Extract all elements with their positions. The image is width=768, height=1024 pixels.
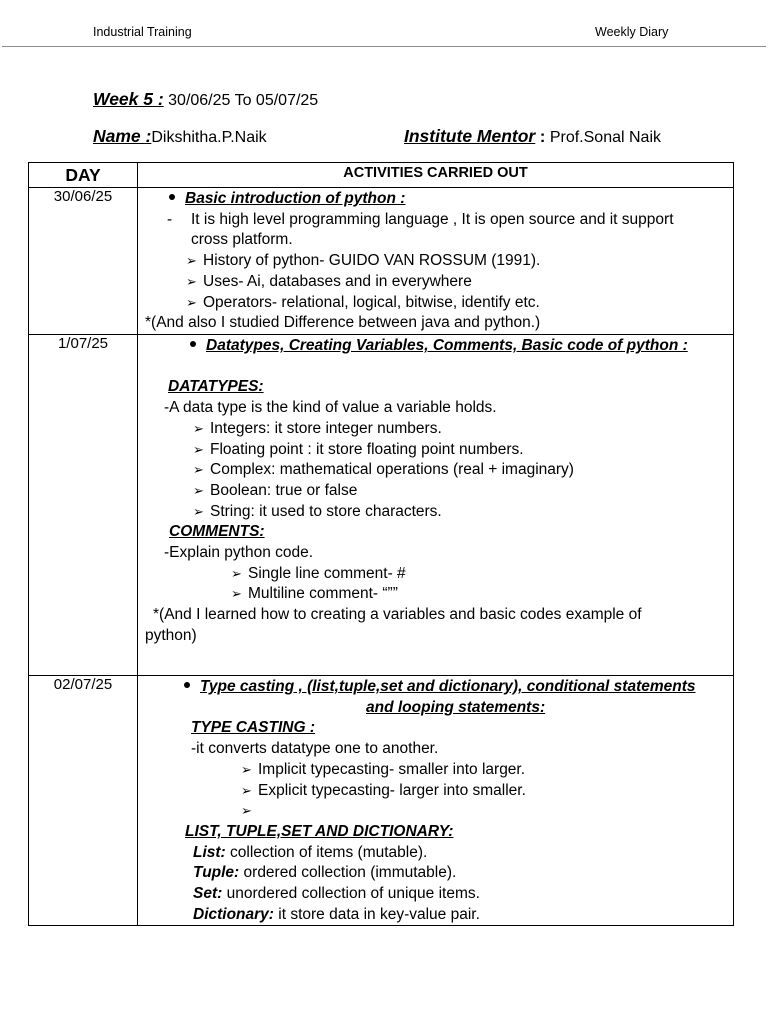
definition-desc: ordered collection (immutable).	[243, 864, 457, 882]
table-row	[29, 676, 734, 926]
section-text: -A data type is the kind of value a variable holds.	[164, 399, 497, 417]
list-item-text: Single line comment- #	[248, 564, 406, 582]
list-item-text: Boolean: true or false	[210, 481, 358, 499]
table-row	[29, 335, 734, 676]
list-item-text: Implicit typecasting- smaller into larger.	[258, 760, 526, 778]
arrow-bullet-icon: ➢	[193, 503, 204, 519]
list-item	[138, 481, 733, 502]
section-heading: COMMENTS:	[169, 523, 265, 541]
row-activities	[138, 335, 734, 676]
list-item	[138, 419, 733, 440]
row-title-line-1: Type casting , (list,tuple,set and dictionary), conditional statements	[200, 678, 696, 695]
mentor-value: Prof.Sonal Naik	[549, 129, 661, 146]
header-rule	[2, 46, 766, 47]
list-item	[138, 781, 733, 802]
row-activities	[138, 676, 734, 926]
definition-item	[138, 863, 733, 884]
definition-desc: collection of items (mutable).	[230, 843, 428, 861]
definition-item	[138, 843, 733, 864]
definition-term: Dictionary:	[193, 905, 274, 923]
row-date: 1/07/25	[29, 335, 138, 676]
list-item-text: Integers: it store integer numbers.	[210, 419, 442, 437]
table-row	[29, 188, 734, 335]
list-item-text: Uses- Ai, databases and in everywhere	[203, 272, 472, 290]
list-item	[138, 760, 733, 781]
list-item-text: Floating point : it store floating point numbers.	[210, 440, 524, 458]
week-line	[93, 89, 318, 110]
list-item	[138, 460, 733, 481]
week-label: Week 5 :	[93, 89, 164, 109]
mentor-label: Institute Mentor	[404, 126, 536, 146]
definition-term: Tuple:	[193, 864, 240, 882]
header-right-text: Weekly Diary	[595, 25, 669, 39]
row-title: Basic introduction of python :	[185, 190, 406, 207]
bullet-icon	[184, 682, 190, 688]
list-item	[138, 677, 733, 698]
list-item-text: Complex: mathematical operations (real + imaginary)	[210, 461, 574, 479]
list-item	[138, 584, 733, 605]
table-header-row	[29, 163, 734, 188]
week-value: 30/06/25 To 05/07/25	[168, 92, 319, 109]
definition-item	[138, 905, 733, 926]
intro-line-2: cross platform.	[191, 231, 293, 249]
list-item	[138, 502, 733, 523]
day-column-header: DAY	[29, 163, 138, 188]
section-heading: DATATYPES:	[168, 378, 264, 396]
list-item	[138, 189, 733, 210]
header-left-text: Industrial Training	[93, 25, 192, 39]
list-item	[138, 801, 733, 822]
arrow-bullet-icon: ➢	[193, 462, 204, 478]
list-item	[138, 336, 733, 357]
list-item	[138, 293, 733, 314]
list-item	[138, 210, 733, 231]
row-date: 30/06/25	[29, 188, 138, 335]
list-item	[138, 440, 733, 461]
arrow-bullet-icon: ➢	[241, 782, 252, 798]
row-title: Datatypes, Creating Variables, Comments, Basic code of python :	[206, 337, 688, 354]
arrow-bullet-icon: ➢	[241, 803, 252, 819]
row-title-line-2: and looping statements:	[366, 698, 546, 716]
definition-item	[138, 884, 733, 905]
arrow-bullet-icon: ➢	[231, 586, 242, 602]
list-item-text: Multiline comment- “””	[248, 585, 398, 603]
activities-column-header: ACTIVITIES CARRIED OUT	[138, 163, 734, 188]
intro-line-1: It is high level programming language , It is open source and it support	[191, 210, 674, 228]
definition-desc: it store data in key-value pair.	[278, 905, 480, 923]
mentor-colon: :	[539, 127, 546, 146]
mentor-line	[404, 126, 661, 147]
row-note-line-2: python)	[145, 626, 197, 644]
arrow-bullet-icon: ➢	[186, 253, 197, 269]
list-item	[138, 564, 733, 585]
name-value: Dikshitha.P.Naik	[151, 129, 267, 146]
arrow-bullet-icon: ➢	[186, 273, 197, 289]
arrow-bullet-icon: ➢	[231, 565, 242, 581]
definition-term: List:	[193, 843, 226, 861]
list-item-text: Operators- relational, logical, bitwise, identify etc.	[203, 293, 540, 311]
section-heading: LIST, TUPLE,SET AND DICTIONARY:	[185, 822, 454, 840]
arrow-bullet-icon: ➢	[241, 761, 252, 777]
list-item-text: History of python- GUIDO VAN ROSSUM (1991).	[203, 252, 541, 270]
arrow-bullet-icon: ➢	[193, 482, 204, 498]
list-item-text: Explicit typecasting- larger into smaller.	[258, 781, 526, 799]
list-item-text: String: it used to store characters.	[210, 502, 442, 520]
arrow-bullet-icon: ➢	[186, 294, 197, 310]
definition-term: Set:	[193, 885, 223, 903]
row-note: *(And also I studied Difference between java and python.)	[145, 314, 541, 332]
name-line	[93, 126, 267, 147]
bullet-icon	[190, 341, 196, 347]
definition-desc: unordered collection of unique items.	[226, 885, 480, 903]
spacer	[138, 357, 733, 378]
section-heading: TYPE CASTING :	[191, 719, 316, 737]
list-item	[138, 272, 733, 293]
diary-table	[28, 162, 734, 926]
dash-marker: -	[167, 210, 173, 228]
row-note-line-1: *(And I learned how to creating a variables and basic codes example of	[153, 606, 642, 624]
bullet-icon	[169, 194, 175, 200]
name-label: Name :	[93, 126, 152, 146]
row-activities	[138, 188, 734, 335]
arrow-bullet-icon: ➢	[193, 420, 204, 436]
arrow-bullet-icon: ➢	[193, 441, 204, 457]
section-text: -Explain python code.	[164, 544, 314, 562]
list-item	[138, 251, 733, 272]
section-text: -it converts datatype one to another.	[191, 740, 439, 758]
row-date: 02/07/25	[29, 676, 138, 926]
